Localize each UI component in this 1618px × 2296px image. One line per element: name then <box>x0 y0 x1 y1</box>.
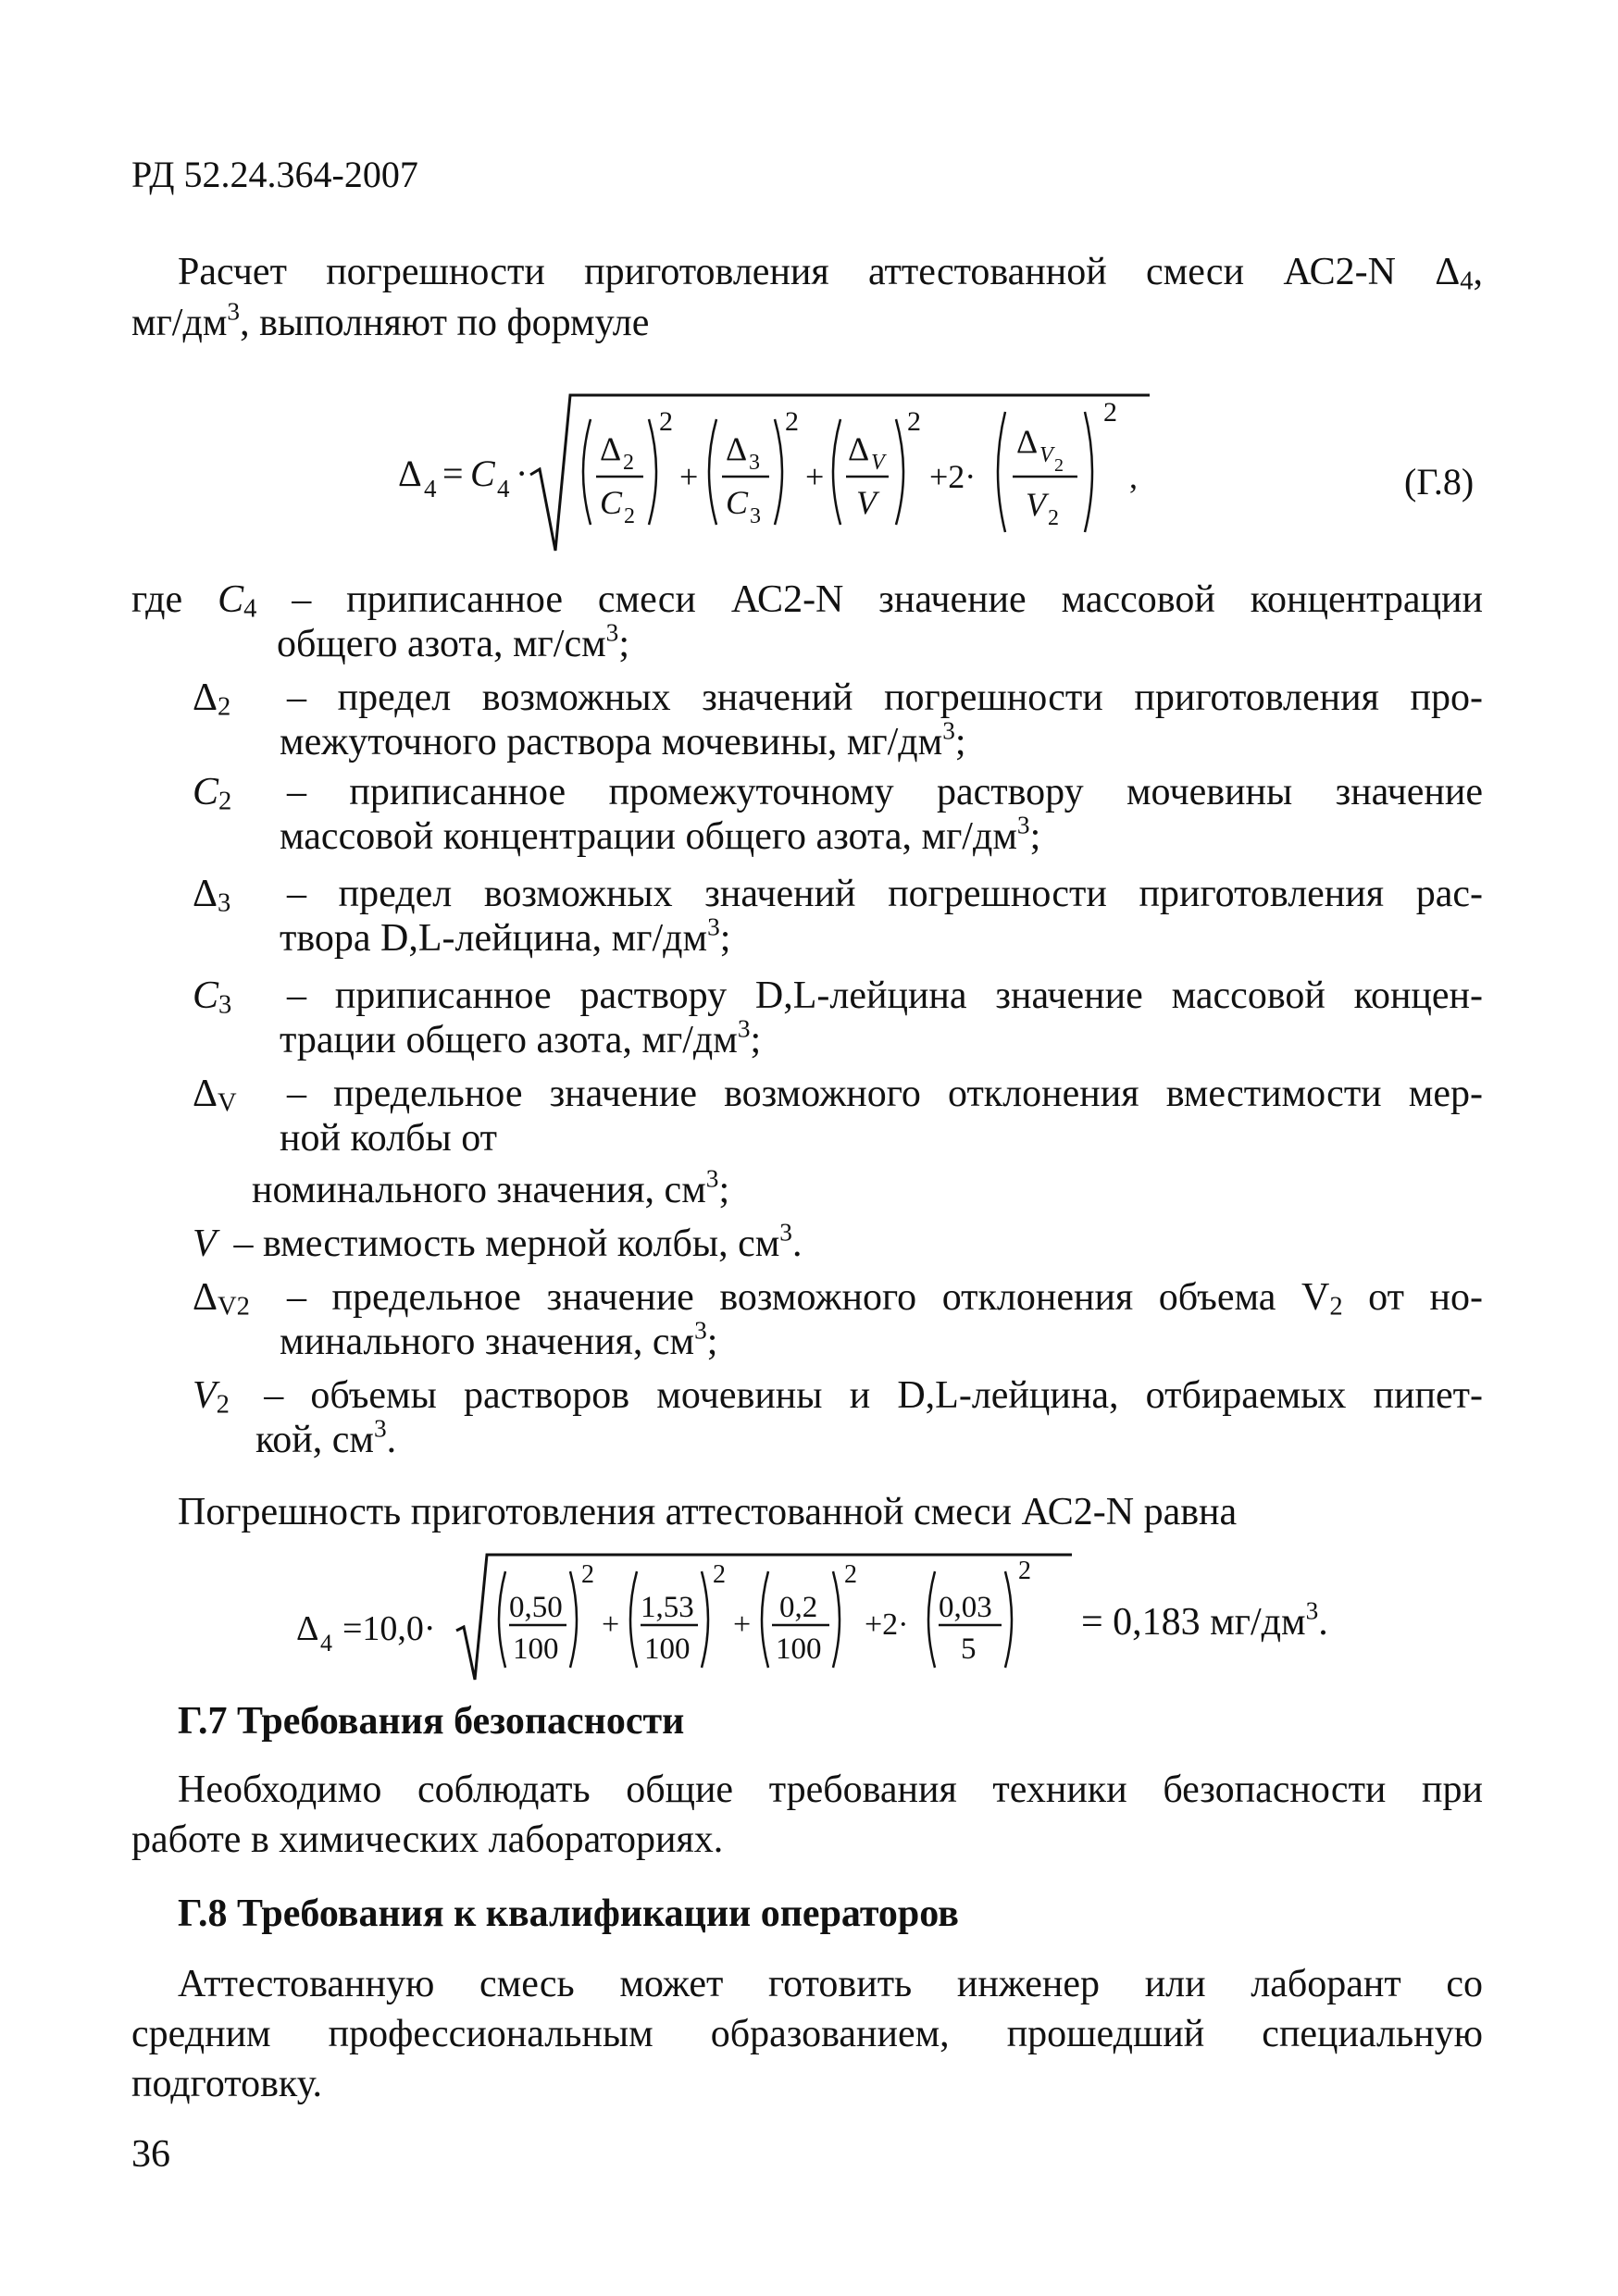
formula-label: (Г.8) <box>1404 461 1475 503</box>
formula-result: = 0,183 $мг/дм^3$. <box>1081 1596 1328 1644</box>
svg-text:4: 4 <box>320 1630 332 1657</box>
def-c3: $C_3$ – приписанное раствору D,L-лейцина значение массовой концен- трации общего азота, $мг/дм^3$; <box>193 974 1483 1061</box>
def-delta-v2: $\Delta_{V2}$ – предельное значение возможного отклонения объема $V_2$ от но- минального значения, $см^3$; <box>193 1276 1483 1363</box>
svg-text:V: V <box>871 451 885 475</box>
def-delta2: $\Delta_2$ – предел возможных значений погрешности приготовления про- межуточного раствора мочевины, $мг/дм^3$; <box>193 676 1483 763</box>
svg-text:2: 2 <box>713 1560 726 1589</box>
svg-text:2: 2 <box>581 1560 594 1589</box>
svg-text:1,53: 1,53 <box>641 1591 694 1624</box>
svg-text:100: 100 <box>513 1632 559 1666</box>
svg-text:Δ: Δ <box>1016 423 1039 460</box>
svg-text:4: 4 <box>424 475 437 503</box>
svg-text:Δ: Δ <box>600 430 622 467</box>
result-intro: Погрешность приготовления аттестованной смеси АС2-N равна <box>178 1491 1238 1533</box>
svg-text:2: 2 <box>623 451 634 475</box>
svg-text:Δ: Δ <box>848 430 870 467</box>
g8-paragraph-line-1: Аттестованную смесь может готовить инженер или лаборант со <box>178 1963 1483 2005</box>
svg-text:=: = <box>442 453 464 494</box>
svg-text:0,50: 0,50 <box>509 1591 563 1624</box>
formula-g8 <box>389 384 1166 569</box>
svg-text:+2·: +2· <box>929 458 977 495</box>
svg-text:+: + <box>733 1607 752 1642</box>
svg-text:2: 2 <box>1054 455 1064 476</box>
svg-text:3: 3 <box>749 451 760 475</box>
svg-text:Δ: Δ <box>296 1609 319 1648</box>
svg-text:2: 2 <box>624 504 635 528</box>
svg-text:C: C <box>726 484 749 521</box>
def-c4: где $C_4$ – приписанное смеси АС2-N значение массовой концентрации общего азота, $мг/см^3$; <box>131 578 1484 665</box>
svg-text:Δ: Δ <box>398 453 422 494</box>
intro-line-2: $мг/дм^3$, выполняют по формуле <box>131 297 650 344</box>
svg-text:2: 2 <box>1018 1557 1031 1585</box>
g7-paragraph-line-1: Необходимо соблюдать общие требования техники безопасности при <box>178 1769 1483 1811</box>
svg-text:0,2: 0,2 <box>779 1591 818 1624</box>
g8-paragraph-line-2: средним профессиональным образованием, прошедший специальную <box>131 2013 1483 2055</box>
svg-text:+: + <box>679 458 699 495</box>
svg-text:V: V <box>856 484 877 521</box>
svg-text:2: 2 <box>907 406 921 437</box>
svg-text:100: 100 <box>776 1632 822 1666</box>
svg-text:+2·: +2· <box>865 1607 909 1642</box>
svg-text:=10,0·: =10,0· <box>342 1609 436 1648</box>
section-title-g7: Г.7 Требования безопасности <box>178 1700 685 1743</box>
def-delta-v: $\Delta_V$ – предельное значение возможного отклонения вместимости мер- ной колбы от номинального значения, $см^3$; <box>193 1073 1483 1211</box>
svg-text:V: V <box>1026 486 1046 523</box>
page-number: 36 <box>131 2133 170 2176</box>
svg-text:100: 100 <box>644 1632 691 1666</box>
section-title-g8: Г.8 Требования к квалификации операторов <box>178 1893 959 1935</box>
svg-text:2: 2 <box>659 406 673 437</box>
svg-text:2: 2 <box>844 1560 857 1589</box>
svg-text:5: 5 <box>961 1632 977 1666</box>
svg-text:·: · <box>516 453 529 494</box>
g7-paragraph-line-2: работе в химических лабораториях. <box>131 1818 724 1861</box>
svg-text:2: 2 <box>1048 506 1059 530</box>
svg-text:+: + <box>602 1607 620 1642</box>
def-c2: $C_2$ – приписанное промежуточному раствору мочевины значение массовой концентрации общего азота, $мг/дм^3$; <box>193 771 1483 858</box>
svg-text:,: , <box>1129 458 1138 495</box>
g8-paragraph-line-3: подготовку. <box>131 2063 323 2105</box>
def-delta3: $\Delta_3$ – предел возможных значений погрешности приготовления рас- твора D,L-лейцина, $мг/дм^3$; <box>193 873 1483 960</box>
svg-text:C: C <box>600 484 623 521</box>
svg-text:2: 2 <box>785 406 799 437</box>
svg-text:3: 3 <box>750 504 761 528</box>
svg-text:+: + <box>805 458 825 495</box>
svg-text:4: 4 <box>497 475 510 503</box>
svg-text:0,03: 0,03 <box>939 1591 992 1624</box>
def-v2: $V_2$ – объемы растворов мочевины и D,L-лейцина, отбираемых пипет- кой, $см^3$. <box>193 1374 1483 1461</box>
svg-text:V: V <box>1039 443 1053 467</box>
document-code: РД 52.24.364-2007 <box>131 154 418 195</box>
svg-text:Δ: Δ <box>726 430 748 467</box>
intro-line-1: Расчет погрешности приготовления аттестованной смеси АС2-N $\Delta_4$, <box>178 251 1483 296</box>
def-v: V – вместимость мерной колбы, $см^3$. <box>193 1218 803 1265</box>
svg-text:C: C <box>470 453 495 494</box>
svg-text:2: 2 <box>1103 397 1117 428</box>
